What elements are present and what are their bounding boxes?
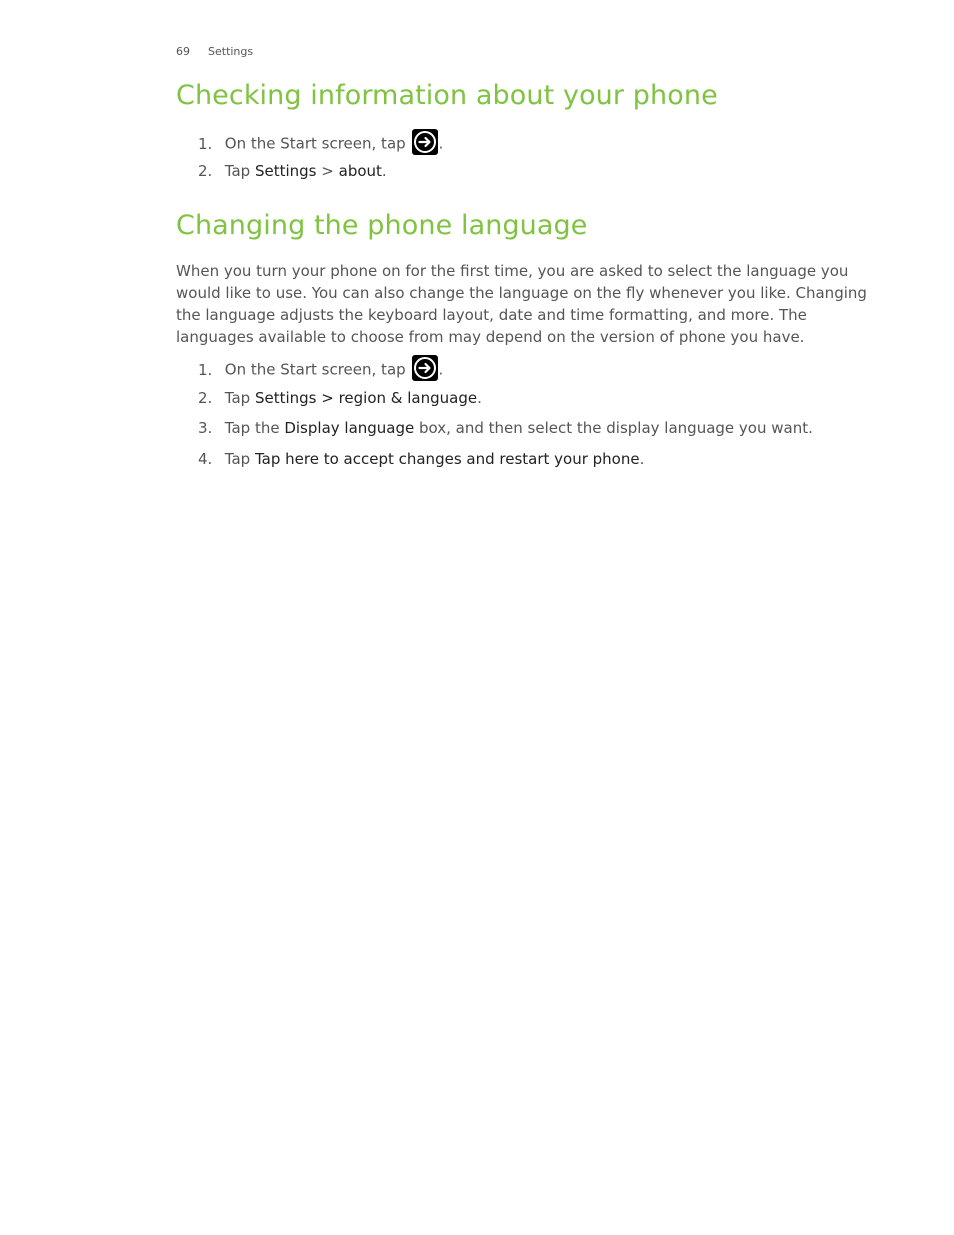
s1-step-2 [198, 161, 387, 181]
step-period: . [477, 389, 482, 407]
step-text: Tap the [224, 419, 280, 437]
step-period: . [381, 162, 387, 180]
ui-settings: Settings [254, 162, 317, 180]
step-text: Tap [224, 450, 251, 468]
section-name: Settings [208, 45, 254, 58]
step-text: On the Start screen, tap [224, 134, 406, 153]
arrow-right-circle-icon [412, 355, 438, 381]
step-number: 2. [198, 389, 213, 407]
s2-step-3 [198, 418, 813, 438]
heading-checking-information: Checking information about your phone [176, 80, 718, 111]
page-number: 69 [176, 45, 190, 58]
step-number: 4. [198, 450, 213, 468]
step-text-post: box, and then select the display language you want. [419, 419, 813, 437]
s2-step-4 [198, 449, 644, 469]
step-text: Tap [224, 389, 251, 407]
step-period: . [438, 360, 444, 379]
separator: > [321, 162, 334, 180]
ui-display-language: Display language [284, 419, 415, 437]
intro-paragraph: When you turn your phone on for the first time, you are asked to select the language you would like to use. You can also change the language on the fly whenever you like. Changing the language adjusts the keyboard layout, date and time formatting, and more. The languages available to choose from may depend on the version of phone you have. [176, 262, 867, 346]
step-number: 3. [198, 419, 213, 437]
s2-step-1 [198, 357, 443, 383]
step-text: On the Start screen, tap [224, 360, 406, 379]
heading-changing-language: Changing the phone language [176, 210, 588, 241]
arrow-right-circle-icon [412, 129, 438, 155]
step-number: 1. [198, 360, 213, 379]
s2-step-2 [198, 388, 482, 408]
step-period: . [438, 134, 444, 153]
page-header [176, 45, 253, 58]
step-text: Tap [224, 162, 251, 180]
step-period: . [639, 450, 645, 468]
step-number: 1. [198, 134, 213, 153]
ui-accept-restart: Tap here to accept changes and restart your phone [254, 450, 640, 468]
ui-settings-region-language: Settings > region & language [254, 389, 478, 407]
s1-step-1 [198, 131, 443, 157]
step-number: 2. [198, 162, 213, 180]
ui-about: about [338, 162, 382, 180]
